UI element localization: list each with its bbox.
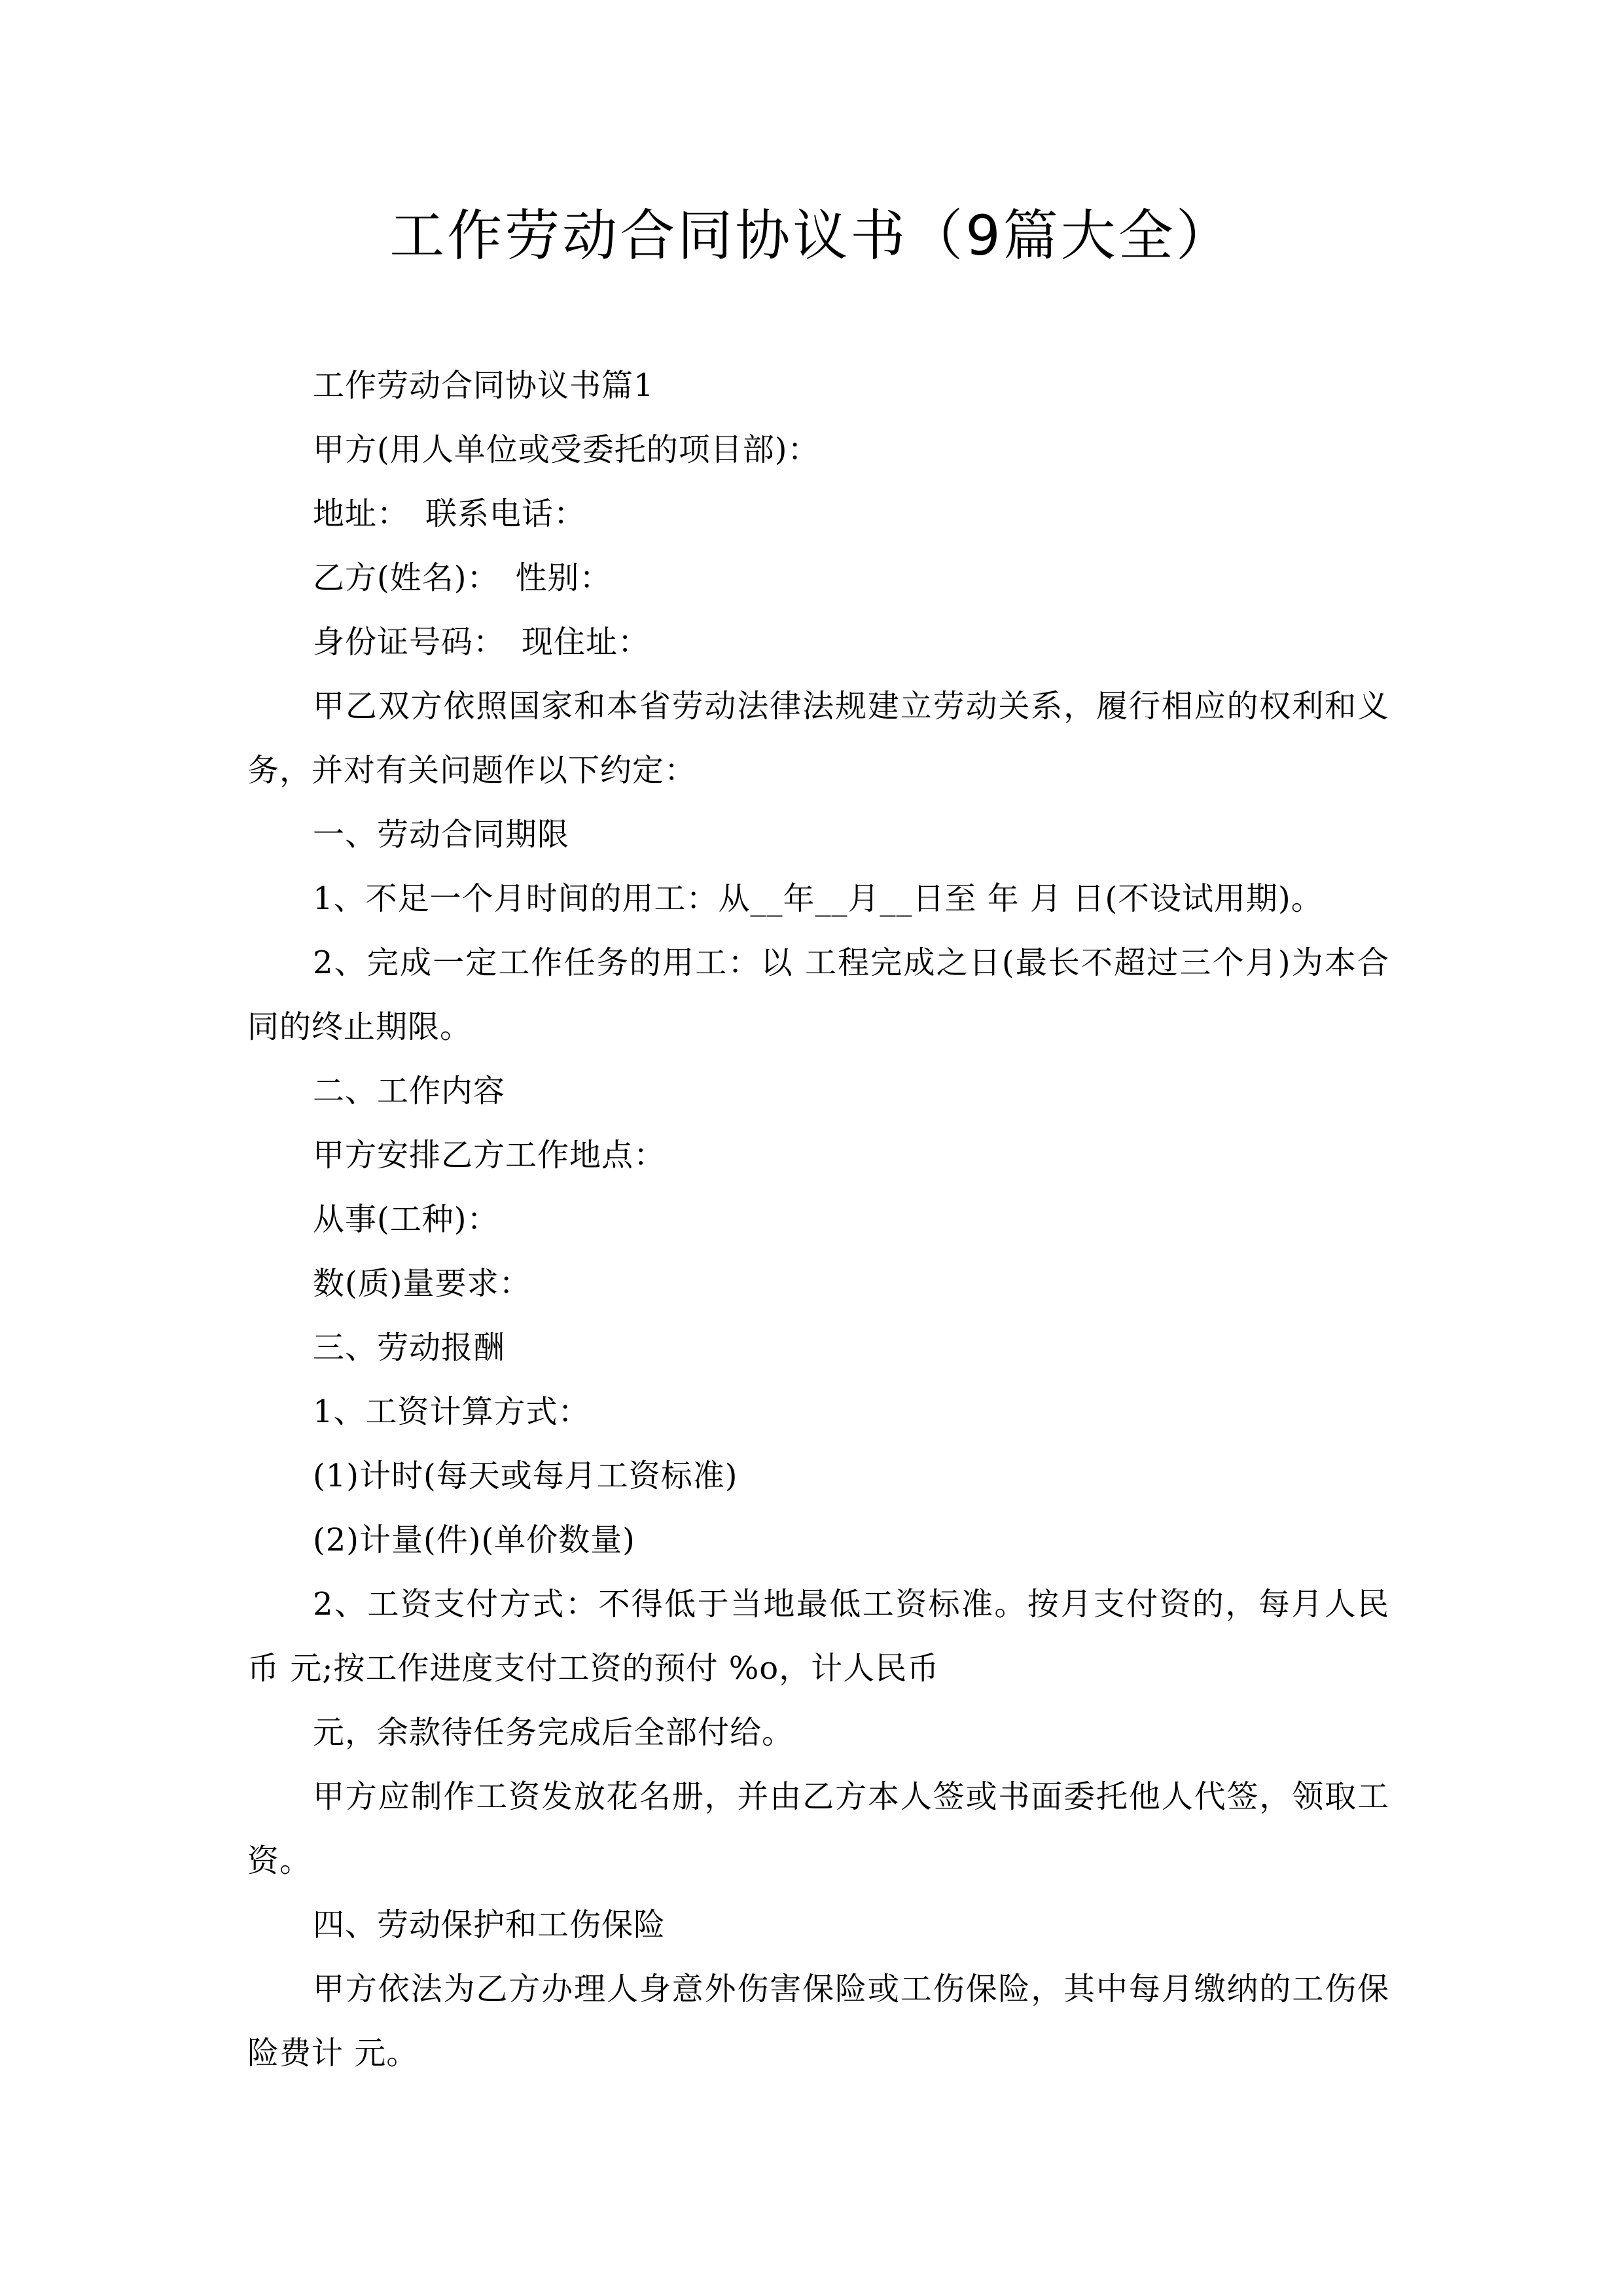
clause-item: 1、不足一个月时间的用工：从__年__月__日至 年 月 日(不设试用期)。 bbox=[313, 880, 1323, 917]
party-a-field: 甲方(用人单位或受委托的项目部)： bbox=[313, 431, 820, 468]
section-title: 工作劳动合同协议书篇1 bbox=[313, 367, 654, 404]
preamble-paragraph: 甲乙双方依照国家和本省劳动法律法规建立劳动关系，履行相应的权利和义务，并对有关问题作以下约定： bbox=[247, 688, 1389, 789]
clause-heading-4: 四、劳动保护和工伤保险 bbox=[313, 1907, 666, 1943]
job-type-field: 从事(工种)： bbox=[313, 1201, 499, 1238]
document-body bbox=[247, 353, 1389, 2085]
clause-subitem: (1)计时(每天或每月工资标准) bbox=[313, 1458, 738, 1494]
id-address-field: 身份证号码： 现住址： bbox=[313, 624, 651, 660]
address-phone-field: 地址： 联系电话： bbox=[313, 495, 586, 532]
document-title: 工作劳动合同协议书（9篇大全） bbox=[389, 204, 1234, 268]
payroll-paragraph: 甲方应制作工资发放花名册，并由乙方本人签或书面委托他人代签，领取工资。 bbox=[247, 1778, 1389, 1879]
clause-item: 1、工资计算方式： bbox=[313, 1393, 590, 1430]
clause-subitem: (2)计量(件)(单价数量) bbox=[313, 1522, 635, 1558]
clause-item: 2、工资支付方式：不得低于当地最低工资标准。按月支付资的，每月人民币 元;按工作进度支付工资的预付 %o，计人民币 bbox=[247, 1586, 1389, 1687]
clause-heading-1: 一、劳动合同期限 bbox=[313, 816, 570, 853]
party-b-name-gender-field: 乙方(姓名)： 性别： bbox=[313, 560, 612, 596]
clause-heading-3: 三、劳动报酬 bbox=[313, 1329, 506, 1366]
insurance-paragraph: 甲方依法为乙方办理人身意外伤害保险或工伤保险，其中每月缴纳的工伤保险费计 元。 bbox=[247, 1971, 1389, 2072]
clause-item-continued: 元，余款待任务完成后全部付给。 bbox=[313, 1714, 794, 1751]
clause-item: 2、完成一定工作任务的用工：以 工程完成之日(最长不超过三个月)为本合同的终止期限。 bbox=[247, 944, 1389, 1045]
clause-heading-2: 二、工作内容 bbox=[313, 1073, 506, 1109]
quantity-quality-field: 数(质)量要求： bbox=[313, 1265, 531, 1302]
work-location-field: 甲方安排乙方工作地点： bbox=[313, 1137, 666, 1174]
